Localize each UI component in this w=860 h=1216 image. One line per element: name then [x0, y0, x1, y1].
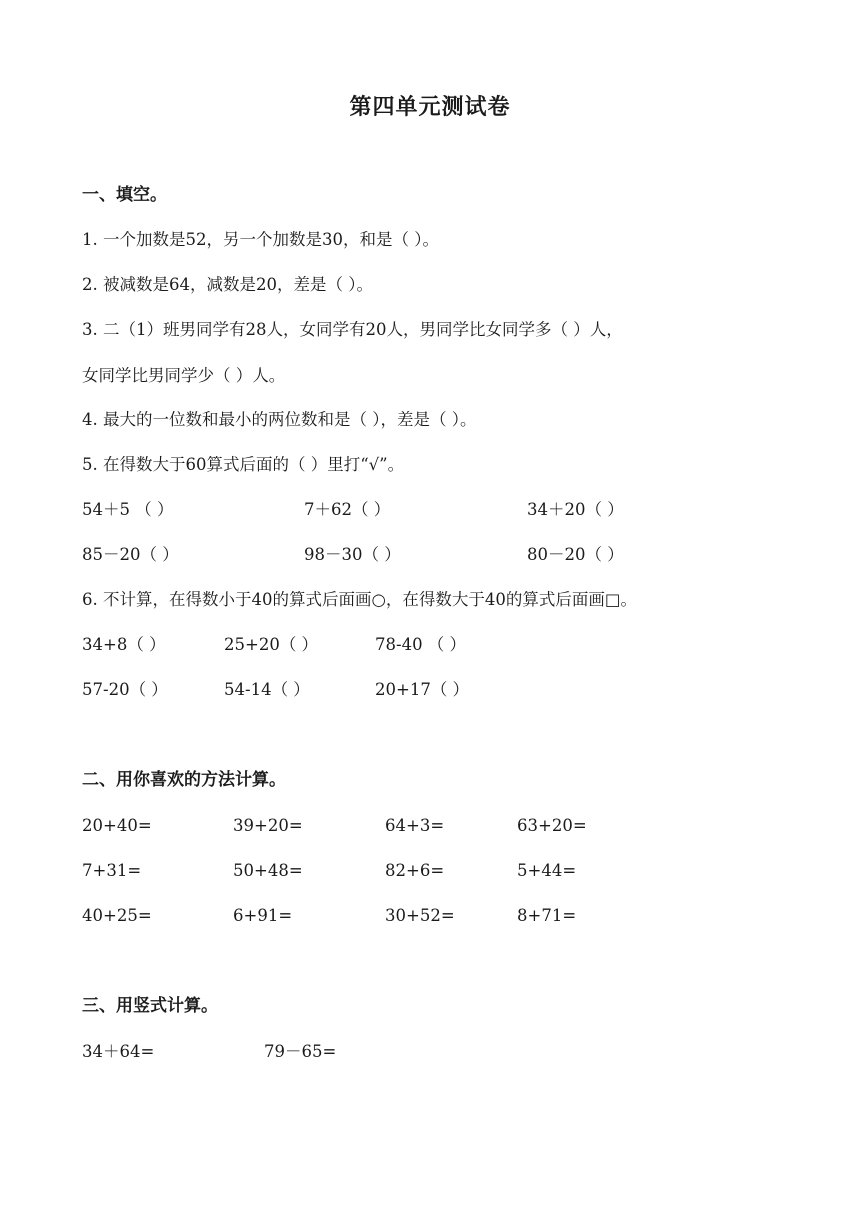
q6-item: 54-14（ ）	[224, 680, 310, 699]
calc-item: 8+71=	[517, 906, 577, 925]
q5-item: 54＋5 （ ）	[82, 500, 174, 519]
calc-item: 7+31=	[82, 861, 142, 880]
section3-heading: 三、用竖式计算。	[82, 996, 218, 1016]
q6-item: 78-40 （ ）	[375, 635, 467, 654]
calc-item: 39+20=	[233, 816, 303, 835]
question-4: 4. 最大的一位数和最小的两位数和是（ ），差是（ ）。	[82, 410, 477, 429]
q5-item: 7＋62（ ）	[304, 500, 391, 519]
calc-item: 82+6=	[385, 861, 445, 880]
calc-item: 50+48=	[233, 861, 303, 880]
q6-item: 57-20（ ）	[82, 680, 168, 699]
question-2: 2. 被减数是64，减数是20，差是（ ）。	[82, 275, 373, 294]
section2-heading: 二、用你喜欢的方法计算。	[82, 770, 286, 790]
question-3-line2: 女同学比男同学少（ ）人。	[82, 366, 286, 385]
calc-item: 5+44=	[517, 861, 577, 880]
question-5: 5. 在得数大于60算式后面的（ ）里打“√”。	[82, 455, 405, 474]
section1-heading: 一、填空。	[82, 185, 167, 205]
question-6: 6. 不计算，在得数小于40的算式后面画○，在得数大于40的算式后面画□。	[82, 590, 637, 609]
q5-item: 98－30（ ）	[304, 545, 401, 564]
calc-item: 20+40=	[82, 816, 152, 835]
calc-item: 6+91=	[233, 906, 293, 925]
q5-item: 85－20（ ）	[82, 545, 179, 564]
question-3-line1: 3. 二（1）班男同学有28人，女同学有20人，男同学比女同学多（ ）人，	[82, 320, 623, 339]
q6-item: 20+17（ ）	[375, 680, 470, 699]
q5-item: 34＋20（ ）	[527, 500, 624, 519]
q6-item: 34+8（ ）	[82, 635, 166, 654]
q6-item: 25+20（ ）	[224, 635, 319, 654]
calc-item: 64+3=	[385, 816, 445, 835]
question-1: 1. 一个加数是52，另一个加数是30，和是（ ）。	[82, 230, 439, 249]
page-title: 第四单元测试卷	[349, 94, 511, 120]
calc-item: 30+52=	[385, 906, 455, 925]
vertical-calc-item: 34＋64=	[82, 1042, 155, 1061]
q5-item: 80－20（ ）	[527, 545, 624, 564]
calc-item: 40+25=	[82, 906, 152, 925]
vertical-calc-item: 79－65=	[264, 1042, 337, 1061]
calc-item: 63+20=	[517, 816, 587, 835]
